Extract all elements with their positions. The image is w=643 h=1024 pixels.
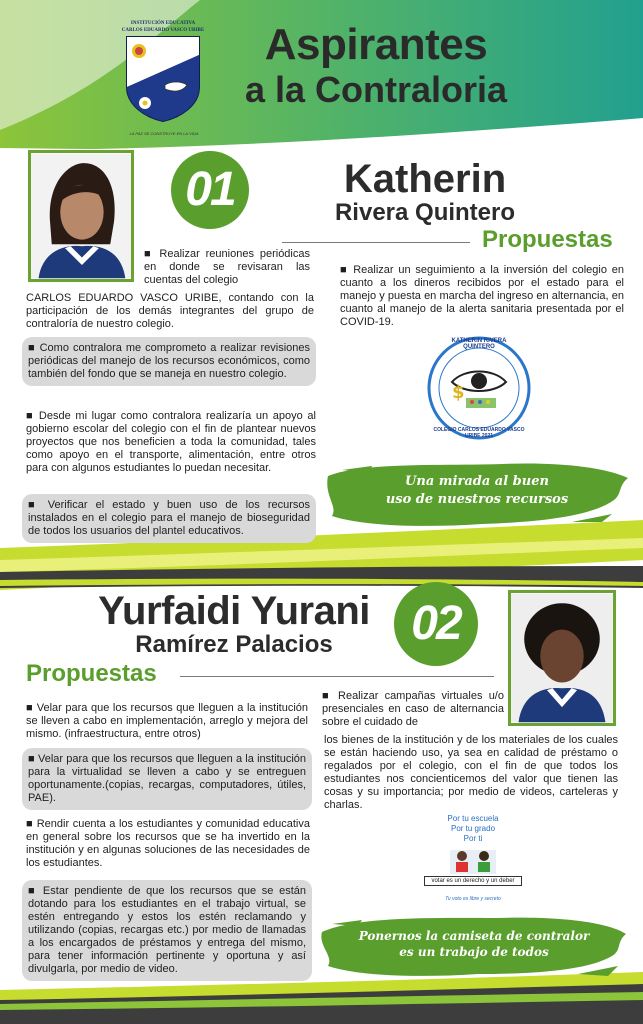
candidate1-name	[290, 158, 560, 226]
vote-graphic	[420, 812, 526, 908]
title-line1: Aspirantes	[264, 20, 488, 69]
eye-seal-icon	[418, 334, 540, 442]
candidate1-first-name: Katherin	[343, 157, 507, 201]
candidate1-last-name: Rivera Quintero	[334, 199, 516, 226]
candidate1-proposals-heading: Propuestas	[482, 226, 613, 253]
candidate2-slogan-line1: Ponernos la camiseta de contralor	[358, 929, 590, 943]
vote-small-text: Tu voto es libre y secreto	[445, 896, 501, 902]
vote-bar: votar es un derecho y un deber	[424, 876, 522, 886]
candidate2-first-name: Yurfaidi Yurani	[98, 589, 370, 633]
candidate2-proposal-2: ■ Velar para que los recursos que lleguen a la institución para la virtualidad se lleven a cabo y se entreguen oportunamente.(copias, recargas, computadores, útiles, PAE).	[22, 748, 312, 810]
candidate1-proposal-4: ■ Verificar el estado y buen uso de los recursos instalados en el colegio para el manejo de bioseguridad de todos los usuarios del plantel educativos.	[22, 494, 316, 543]
candidate1-proposal-5: ■ Realizar un seguimiento a la inversión del colegio en cuanto a los dineros recibidos por el estado para el manejo y puesta en marcha del ingreso en alternancia, en cuanto al manejo de la alerta sanitaria presentada por el COVID-19.	[340, 264, 624, 328]
svg-text:$: $	[452, 382, 465, 403]
institution-line1: INSTITUCIÓN EDUCATIVA	[130, 21, 196, 26]
candidate1-photo	[28, 150, 134, 282]
seal-bottom-text: COLEGIO CARLOS EDUARDO VASCO URIBE 2021	[433, 427, 525, 439]
candidate1-seal	[418, 334, 540, 442]
kids-voting-icon	[420, 846, 526, 876]
candidate1-proposal-1a: ■ Realizar reuniones periódicas en donde se revisaran las cuentas del colegio	[144, 248, 310, 286]
divider-line	[282, 242, 470, 243]
candidate1-slogan	[322, 456, 632, 532]
candidate2-photo	[508, 590, 616, 726]
institution-line2: CARLOS EDUARDO VASCO URIBE	[121, 28, 205, 33]
portrait-image	[511, 593, 613, 723]
candidate2-last-name: Ramírez Palacios	[135, 631, 333, 658]
candidate2-slogan	[318, 908, 630, 982]
institution-name	[114, 20, 212, 34]
candidate2-name	[84, 590, 384, 658]
candidate1-slogan-line2: uso de nuestros recursos	[385, 492, 569, 507]
divider-line	[180, 676, 494, 677]
vote-line3: Por ti	[463, 834, 483, 843]
candidate2-proposal-4: ■ Estar pendiente de que los recursos que se están dotando para los estudiantes en el trabajo virtual, se estén entregando y estos los estén reclamando y utilizando (copias, recargas etc.) por medio de llamadas a los encargados de préstamos y entrega del mismo, para tener información pertinente y oportuna y así divulgarla, por medio de video.	[22, 880, 312, 981]
candidate1-proposal-1b: CARLOS EDUARDO VASCO URIBE, contando con la participación de los demás integrantes del grupo de contraloría de nuestro colegio.	[26, 292, 314, 330]
candidate2-proposal-5a: ■ Realizar campañas virtuales u/o presenciales en caso de alternancia sobre el cuidado de	[322, 690, 504, 728]
title-line2: a la Contraloria	[244, 69, 508, 110]
institution-motto: LA PAZ SE CONSTRUYE EN LA VIDA	[129, 131, 199, 136]
candidate2-number: 02	[394, 582, 478, 666]
seal-top-text: KATHERIN RIVERA QUINTERO	[451, 338, 507, 350]
candidate1-number: 01	[171, 151, 249, 229]
vote-line2: Por tu grado	[450, 824, 496, 833]
candidate2-proposal-1: ■ Velar para que los recursos que lleguen a la institución se lleven a cabo en implementación, arreglo y mejora del mismo. (infraestructura, entre otros)	[26, 702, 308, 740]
page-title	[216, 20, 536, 110]
candidate2-slogan-line2: es un trabajo de todos	[399, 945, 549, 959]
portrait-image	[31, 153, 131, 279]
candidate1-proposal-3: ■ Desde mi lugar como contralora realizaría un apoyo al gobierno escolar del colegio con el fin de plantear nuevos proyectos que nos beneficien a toda la comunidad, tales como apoyo en el transporte, alimentación, entre otros para con algunos estudiantes lo puedan necesitar.	[26, 410, 316, 474]
candidate2-proposal-3: ■ Rendir cuenta a los estudiantes y comunidad educativa en general sobre los recursos que se ha invertido en la institución y en algunas soluciones de las necesidades de los estudiantes.	[26, 818, 310, 869]
candidate2-proposal-5b: los bienes de la institución y de los materiales de los cuales se están haciendo uso, ya sea en calidad de préstamo o regalados por el colegio, con el fin de que todos los estudiantes nos concienticemos del valor que tienen las cosas y su importancia; por medio de videos, carteleras y charlas.	[324, 734, 618, 811]
candidate2-proposals-heading: Propuestas	[26, 660, 157, 687]
candidate1-slogan-line1: Una mirada al buen	[405, 474, 549, 489]
institution-crest	[114, 20, 212, 136]
shield-icon	[125, 35, 201, 123]
candidate1-proposal-2: ■ Como contralora me comprometo a realizar revisiones periódicas del manejo de los recursos económicos, como también del fondo que se maneja en nuestro colegio.	[22, 337, 316, 386]
vote-line1: Por tu escuela	[447, 814, 499, 823]
